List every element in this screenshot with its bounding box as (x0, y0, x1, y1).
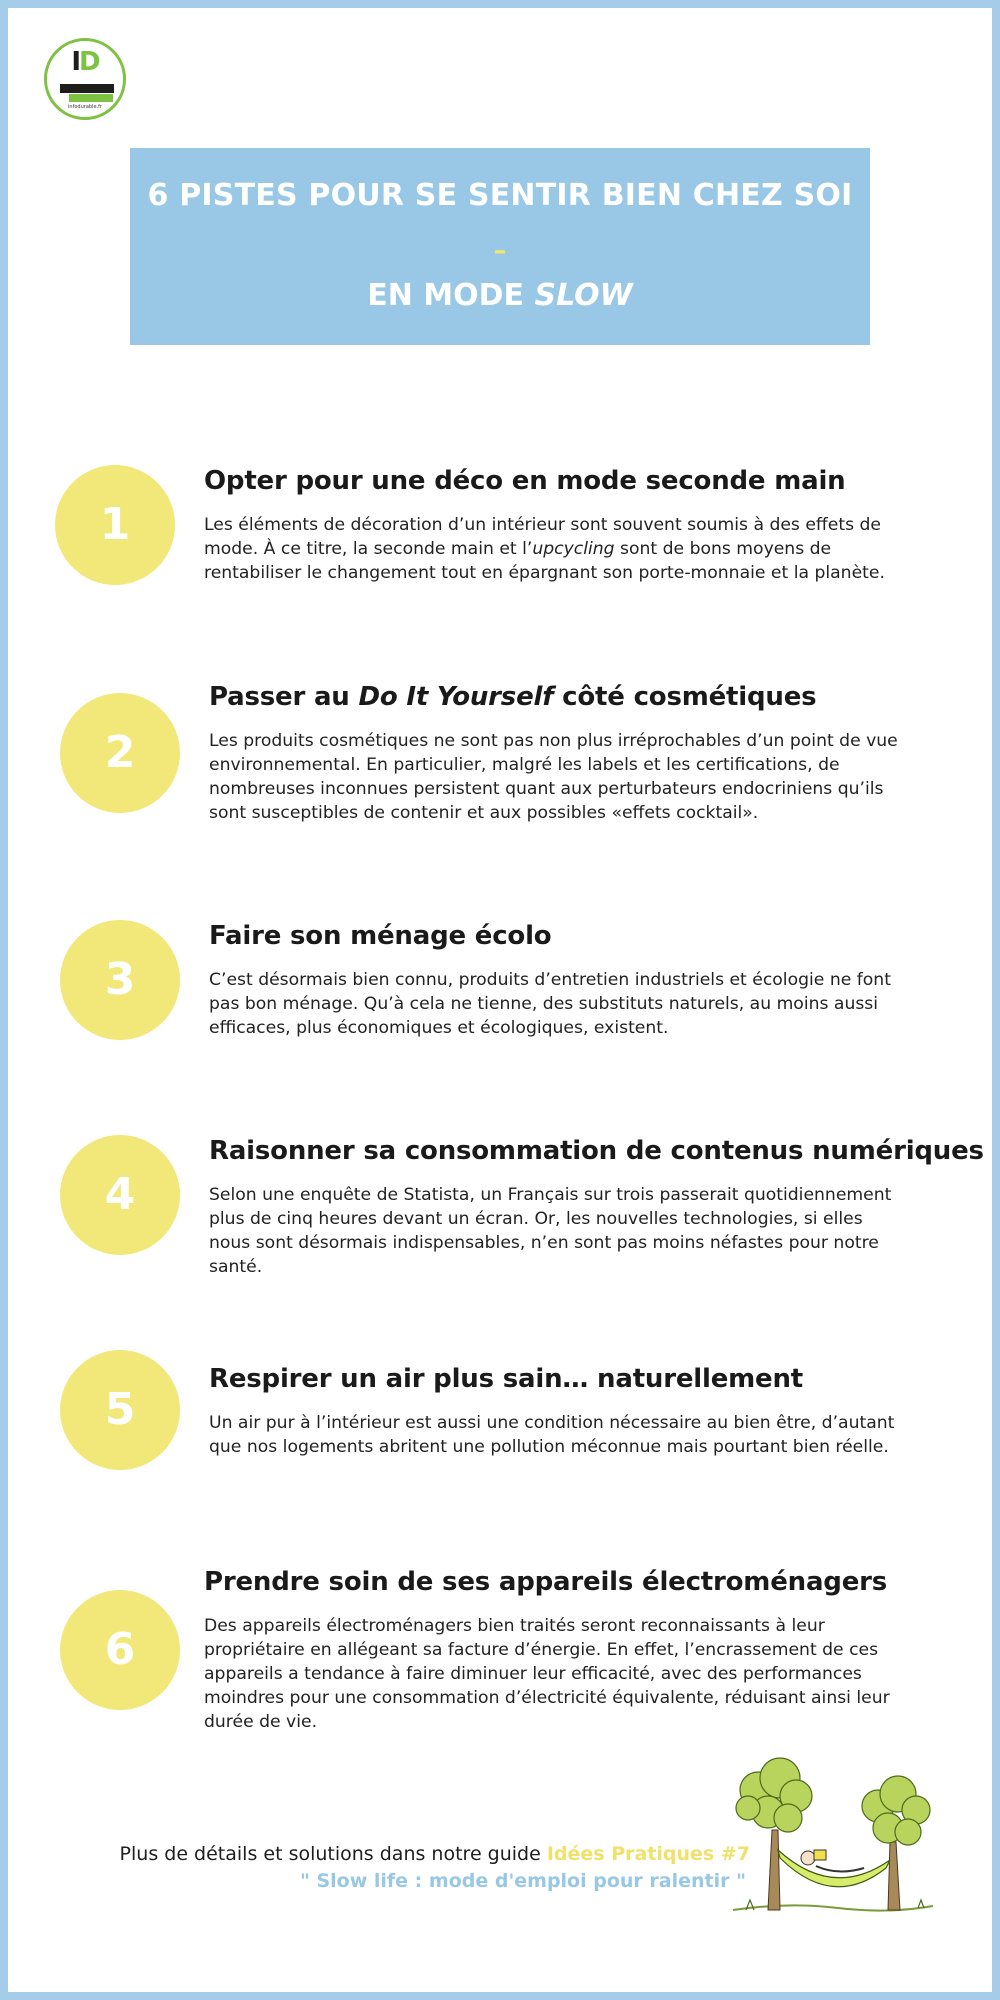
brand-logo[interactable] (44, 38, 126, 120)
tip-number-badge: 2 (60, 693, 180, 813)
tip-description: C’est désormais bien connu, produits d’entretien industriels et écologie ne font pas bon ménage. Qu’à cela ne tienne, des substituts naturels, au moins aussi efficaces, plus économiques et écologiques, existent. (209, 970, 891, 1038)
tip-description: Des appareils électroménagers bien traités seront reconnaissants à leur propriétaire en allégeant sa facture d’énergie. En effet, l’encrassement de ces appareils a tendance à faire diminuer leur efficacité, avec des performances moindres pour une consommation d’électricité équivalente, réduisant ainsi leur durée de vie. (204, 1616, 890, 1732)
footer-guide-line: Plus de détails et solutions dans notre guide Idées Pratiques #7 (119, 1843, 750, 1865)
tip-title: Passer au Do It Yourself côté cosmétiques (209, 682, 817, 712)
tip-title: Opter pour une déco en mode seconde main (204, 466, 846, 496)
tip-title: Raisonner sa consommation de contenus numériques (209, 1136, 984, 1166)
tip-description: Les éléments de décoration d’un intérieur sont souvent soumis à des effets de mode. À ce titre, la seconde main et l’upcycling sont de bons moyens de rentabiliser le changement tout en épargnant son porte-monnaie et la planète. (204, 515, 885, 583)
logo-band-green (69, 94, 113, 102)
tip-description: Selon une enquête de Statista, un Français sur trois passerait quotidiennement plus de cinq heures devant un écran. Or, les nouvelles technologies, si elles nous sont désormais indispensables, n’en sont pas moins néfastes pour notre santé. (209, 1185, 892, 1277)
tip-number-badge: 3 (60, 920, 180, 1040)
logo-url: infodurable.fr (68, 104, 102, 110)
title-dash: – (493, 236, 507, 266)
tip-description: Un air pur à l’intérieur est aussi une condition nécessaire au bien être, d’autant que nos logements abritent une pollution méconnue mais pourtant bien réelle. (209, 1413, 895, 1457)
page-title-banner (130, 148, 870, 345)
tip-title: Faire son ménage écolo (209, 921, 552, 951)
hammock-illustration (728, 1750, 938, 1920)
footer-guide-subtitle: " Slow life : mode d'emploi pour ralentir " (299, 1870, 746, 1892)
tip-description: Les produits cosmétiques ne sont pas non plus irréprochables d’un point de vue environnemental. En particulier, malgré les labels et les certifications, de nombreuses inconnues persistent quant aux perturbateurs endocriniens qu’ils sont susceptibles de contenir et aux possibles «effets cocktail». (209, 731, 898, 823)
tip-number-badge: 4 (60, 1135, 180, 1255)
title-line-1: 6 PISTES POUR SE SENTIR BIEN CHEZ SOI (147, 178, 853, 213)
title-line-2: EN MODE SLOW (367, 278, 633, 313)
tip-number-badge: 5 (60, 1350, 180, 1470)
logo-band (60, 84, 114, 93)
guide-link[interactable]: Idées Pratiques #7 (546, 1843, 750, 1865)
logo-mark: ID (71, 47, 99, 77)
tip-title: Prendre soin de ses appareils électroménagers (204, 1567, 888, 1597)
tip-number-badge: 1 (55, 465, 175, 585)
tip-title: Respirer un air plus sain… naturellement (209, 1364, 804, 1394)
tip-number-badge: 6 (60, 1590, 180, 1710)
